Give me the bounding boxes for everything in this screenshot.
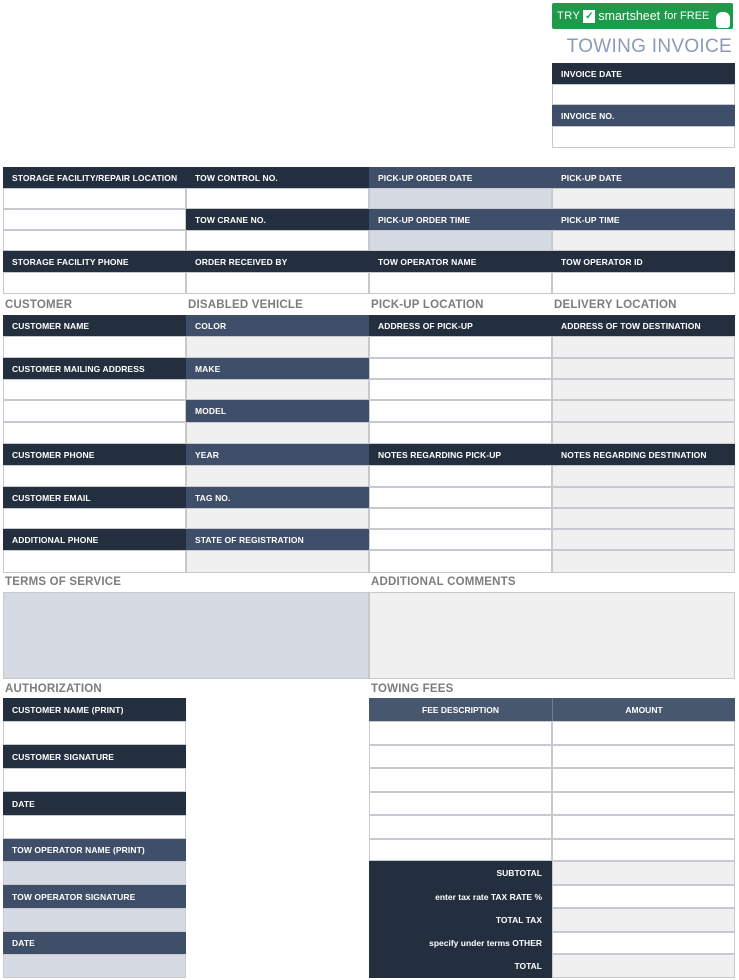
storage-location-field-2[interactable] [3,209,186,230]
customer-email-label: CUSTOMER EMAIL [3,487,186,508]
additional-phone-field[interactable] [3,550,186,573]
tow-crane-label: TOW CRANE NO. [186,209,369,230]
auth-customer-signature-label: CUSTOMER SIGNATURE [3,745,186,768]
pickup-order-date-field[interactable] [369,188,552,209]
other-field[interactable] [552,932,735,954]
order-received-label: ORDER RECEIVED BY [186,251,369,272]
check-icon: ✓ [585,10,594,22]
pickup-order-date-label: PICK-UP ORDER DATE [369,167,552,188]
invoice-date-field[interactable] [552,84,735,105]
total-tax-value [552,908,735,932]
banner-try: TRY [557,10,581,22]
auth-customer-name-field[interactable] [3,721,186,745]
delivery-notes-field-3[interactable] [552,508,735,529]
customer-mailing-field-2[interactable] [3,400,186,422]
make-label: MAKE [186,358,369,379]
delivery-address-field-4[interactable] [552,400,735,422]
tag-label: TAG NO. [186,487,369,508]
total-label: TOTAL [369,954,552,978]
fee-desc-row-2[interactable] [369,745,552,768]
color-field[interactable] [186,336,369,358]
section-customer: CUSTOMER [5,299,73,311]
terms-box[interactable] [3,592,369,679]
auth-date-label-1: DATE [3,792,186,815]
pickup-address-label: ADDRESS OF PICK-UP [369,315,552,336]
delivery-address-field-3[interactable] [552,379,735,400]
pickup-address-field-5[interactable] [369,422,552,444]
tow-operator-id-label: TOW OPERATOR ID [552,251,735,272]
fee-amount-row-5[interactable] [552,815,735,839]
additional-phone-label: ADDITIONAL PHONE [3,529,186,550]
tow-control-label: TOW CONTROL NO. [186,167,369,188]
fee-description-header: FEE DESCRIPTION [369,698,552,721]
storage-phone-field[interactable] [3,272,186,294]
pickup-date-field[interactable] [552,188,735,209]
hand-cursor-icon [715,11,731,29]
pickup-address-field-4[interactable] [369,400,552,422]
auth-date-field-2[interactable] [3,954,186,978]
pickup-address-field-1[interactable] [369,336,552,358]
section-terms: TERMS OF SERVICE [5,576,122,588]
pickup-time-label: PICK-UP TIME [552,209,735,230]
customer-email-field[interactable] [3,508,186,529]
tow-operator-name-field[interactable] [369,272,552,294]
total-tax-label: TOTAL TAX [369,908,552,932]
fee-desc-row-6[interactable] [369,839,552,861]
auth-date-field-1[interactable] [3,815,186,839]
pickup-order-time-label: PICK-UP ORDER TIME [369,209,552,230]
banner-free: for FREE [664,10,710,22]
section-pickup: PICK-UP LOCATION [371,299,484,311]
storage-phone-label: STORAGE FACILITY PHONE [3,251,186,272]
storage-location-field-3[interactable] [3,230,186,251]
tax-rate-field[interactable] [552,885,735,908]
make-field[interactable] [186,379,369,400]
auth-date-label-2: DATE [3,932,186,954]
customer-phone-field[interactable] [3,465,186,487]
tow-crane-field[interactable] [186,230,369,251]
section-authorization: AUTHORIZATION [5,683,102,695]
delivery-address-label: ADDRESS OF TOW DESTINATION [552,315,735,336]
customer-phone-label: CUSTOMER PHONE [3,444,186,465]
fee-desc-row-4[interactable] [369,792,552,815]
auth-operator-name-label: TOW OPERATOR NAME (PRINT) [3,839,186,861]
fee-desc-row-3[interactable] [369,768,552,792]
smartsheet-banner[interactable] [552,3,733,29]
comments-box[interactable] [369,592,735,679]
other-label: specify under terms OTHER [369,932,552,954]
pickup-notes-field-3[interactable] [369,508,552,529]
delivery-address-field-2[interactable] [552,358,735,379]
delivery-notes-field-5[interactable] [552,550,735,573]
year-field[interactable] [186,465,369,487]
storage-location-label: STORAGE FACILITY/REPAIR LOCATION [3,167,186,188]
invoice-number-field[interactable] [552,126,735,148]
fee-amount-header: AMOUNT [552,698,735,721]
state-field[interactable] [186,550,369,573]
fee-desc-row-5[interactable] [369,815,552,839]
fee-amount-row-2[interactable] [552,745,735,768]
delivery-address-field-1[interactable] [552,336,735,358]
pickup-address-field-3[interactable] [369,379,552,400]
customer-name-field[interactable] [3,336,186,358]
pickup-notes-label: NOTES REGARDING PICK-UP [369,444,552,465]
auth-customer-signature-field[interactable] [3,768,186,792]
order-received-field[interactable] [186,272,369,294]
tow-control-field[interactable] [186,188,369,209]
delivery-notes-field-1[interactable] [552,465,735,487]
delivery-address-field-5[interactable] [552,422,735,444]
pickup-notes-field-4[interactable] [369,529,552,550]
pickup-notes-field-2[interactable] [369,487,552,508]
delivery-notes-field-2[interactable] [552,487,735,508]
pickup-time-field[interactable] [552,230,735,251]
pickup-notes-field-1[interactable] [369,465,552,487]
auth-customer-name-label: CUSTOMER NAME (PRINT) [3,698,186,721]
pickup-notes-field-5[interactable] [369,550,552,573]
customer-mailing-field-3[interactable] [3,422,186,444]
banner-brand: smartsheet [598,9,661,23]
fee-amount-row-6[interactable] [552,839,735,861]
subtotal-label: SUBTOTAL [369,861,552,885]
section-vehicle: DISABLED VEHICLE [188,299,304,311]
tax-rate-label: enter tax rate TAX RATE % [369,885,552,908]
auth-operator-name-field[interactable] [3,861,186,885]
model-field[interactable] [186,422,369,444]
tow-operator-name-label: TOW OPERATOR NAME [369,251,552,272]
tow-operator-id-field[interactable] [552,272,735,294]
fee-amount-row-3[interactable] [552,768,735,792]
pickup-order-time-field[interactable] [369,230,552,251]
state-label: STATE OF REGISTRATION [186,529,369,550]
storage-location-field-1[interactable] [3,188,186,209]
customer-mailing-field-1[interactable] [3,379,186,400]
year-label: YEAR [186,444,369,465]
tag-field[interactable] [186,508,369,529]
pickup-address-field-2[interactable] [369,358,552,379]
section-comments: ADDITIONAL COMMENTS [371,576,516,588]
section-delivery: DELIVERY LOCATION [554,299,677,311]
fee-desc-row-1[interactable] [369,721,552,745]
page-title: TOWING INVOICE [566,36,732,57]
delivery-notes-field-4[interactable] [552,529,735,550]
auth-operator-signature-label: TOW OPERATOR SIGNATURE [3,885,186,908]
model-label: MODEL [186,400,369,422]
auth-operator-signature-field[interactable] [3,908,186,932]
fee-amount-row-4[interactable] [552,792,735,815]
pickup-date-label: PICK-UP DATE [552,167,735,188]
invoice-number-label: INVOICE NO. [552,105,735,126]
delivery-notes-label: NOTES REGARDING DESTINATION [552,444,735,465]
subtotal-value [552,861,735,885]
invoice-date-label: INVOICE DATE [552,63,735,84]
customer-name-label: CUSTOMER NAME [3,315,186,336]
section-fees: TOWING FEES [371,683,454,695]
customer-mailing-label: CUSTOMER MAILING ADDRESS [3,358,186,379]
total-value [552,954,735,978]
fee-amount-row-1[interactable] [552,721,735,745]
color-label: COLOR [186,315,369,336]
